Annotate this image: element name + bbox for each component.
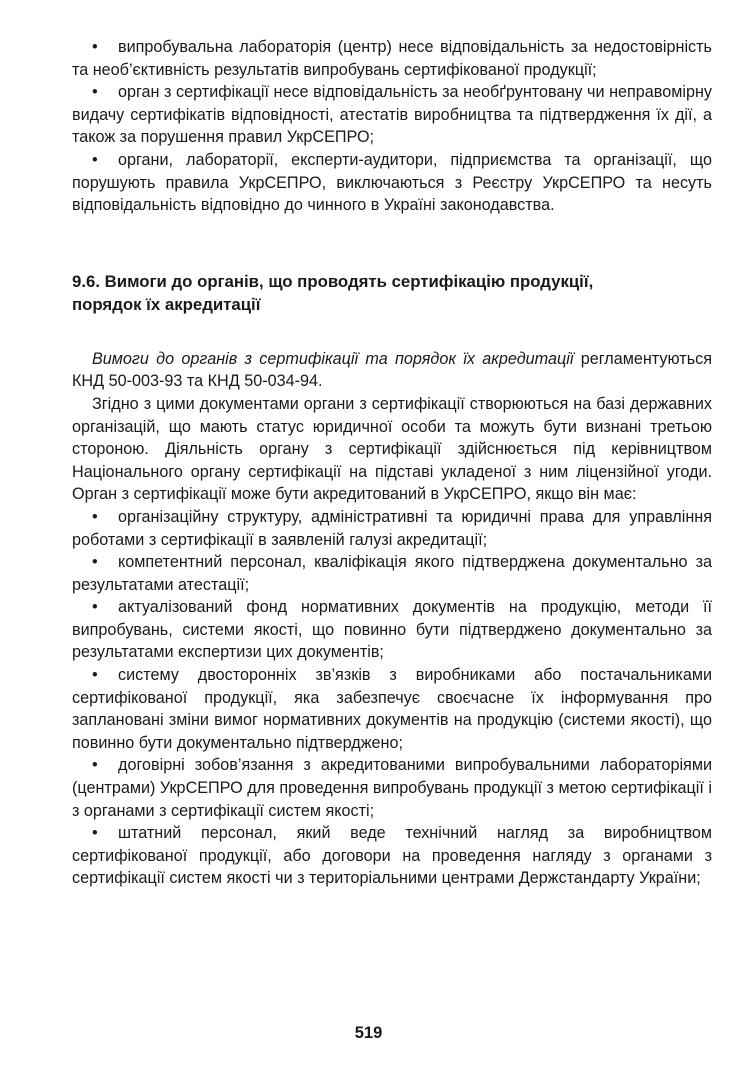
list-item [72,754,712,822]
list-item-text: штатний персонал, який веде технічний нагляд за виробництвом сертифікованої продукції, або договори на проведення нагляду з органами з сертифікації систем якості чи з територіальними центрами Держстандарту України; [72,824,712,888]
list-item [72,149,712,217]
list-item [72,506,712,551]
list-item [72,596,712,664]
list-item-text: систему двосторонніх зв’язків з виробниками або постачальниками сертифікованої продукції, яка забезпечує своєчасне їх інформування про заплановані зміни вимог нормативних документів на продукцію (системи якості), що повинно бути документально підтверджено; [72,666,712,752]
list-item [72,81,712,149]
bullet-icon: • [92,150,98,169]
list-item [72,36,712,81]
list-item-text: організаційну структуру, адміністративні та юридичні права для управління роботами з сертифікації в заявленій галузі акредитації; [72,507,712,549]
intro-italic-phrase: Вимоги до органів з сертифікації та порядок їх акредитації [92,349,574,368]
bullet-icon: • [92,598,98,617]
list-item-text: органи, лабораторії, експерти-аудитори, підприємства та організації, що порушують правила УкрСЕПРО, виключаються з Реєстру УкрСЕПРО та несуть відповідальність відповідно до чинного в Україні законодавства. [72,150,712,215]
section-heading-line-2: порядок їх акредитації [72,294,261,314]
intro-rest: регламентуються КНД 50-003-93 та КНД 50-034-94. [72,349,712,391]
body-paragraph: Згідно з цими документами органи з сертифікації створюються на базі державних організацій, що мають статус юридичної особи та можуть бути визнані третьою стороною. Діяльність органу з сертифікації здійснюється під керівництвом Національного органу сертифікації на підставі укладеної з ним ліцензійної угоди. Орган з сертифікації може бути акредитований в УкрСЕПРО, якщо він має: [72,394,712,504]
list-item-text: випробувальна лабораторія (центр) несе відповідальність за недостовірність та необ’єктивність результатів випробувань сертифікованої продукції; [72,38,712,79]
bullet-icon: • [92,38,98,56]
list-item-text: договірні зобов’язання з акредитованими випробувальними лабораторіями (центрами) УкрСЕПРО для проведення випробувань продукції з метою сертифікації і з органами з сертифікації систем якості; [72,756,712,820]
list-item-text: орган з сертифікації несе відповідальність за необґрунтовану чи неправомірну видачу сертифікатів відповідності, атестатів виробництва та підтвердження їх дії, а також за порушення правил УкрСЕПРО; [72,83,712,147]
intro-paragraph [72,348,712,393]
list-item-text: компетентний персонал, кваліфікація якого підтверджена документально за результатами атестації; [72,553,712,594]
bullet-icon: • [92,666,98,685]
page-body [72,36,712,890]
list-item-text: актуалізований фонд нормативних документів на продукцію, методи її випробувань, системи якості, що повинно бути підтверджено документально за результатами експертизи цих документів; [72,598,712,662]
bullet-icon: • [92,553,98,572]
page-number: 519 [354,1024,383,1042]
section-heading [72,270,712,316]
bullet-icon: • [92,507,98,526]
list-item [72,551,712,596]
list-item [72,664,712,754]
section-heading-line-1: 9.6. Вимоги до органів, що проводять сертифікацію продукції, [72,271,594,291]
bullet-icon: • [92,83,98,102]
list-item [72,822,712,890]
bullet-icon: • [92,756,98,775]
bullet-icon: • [92,824,98,843]
